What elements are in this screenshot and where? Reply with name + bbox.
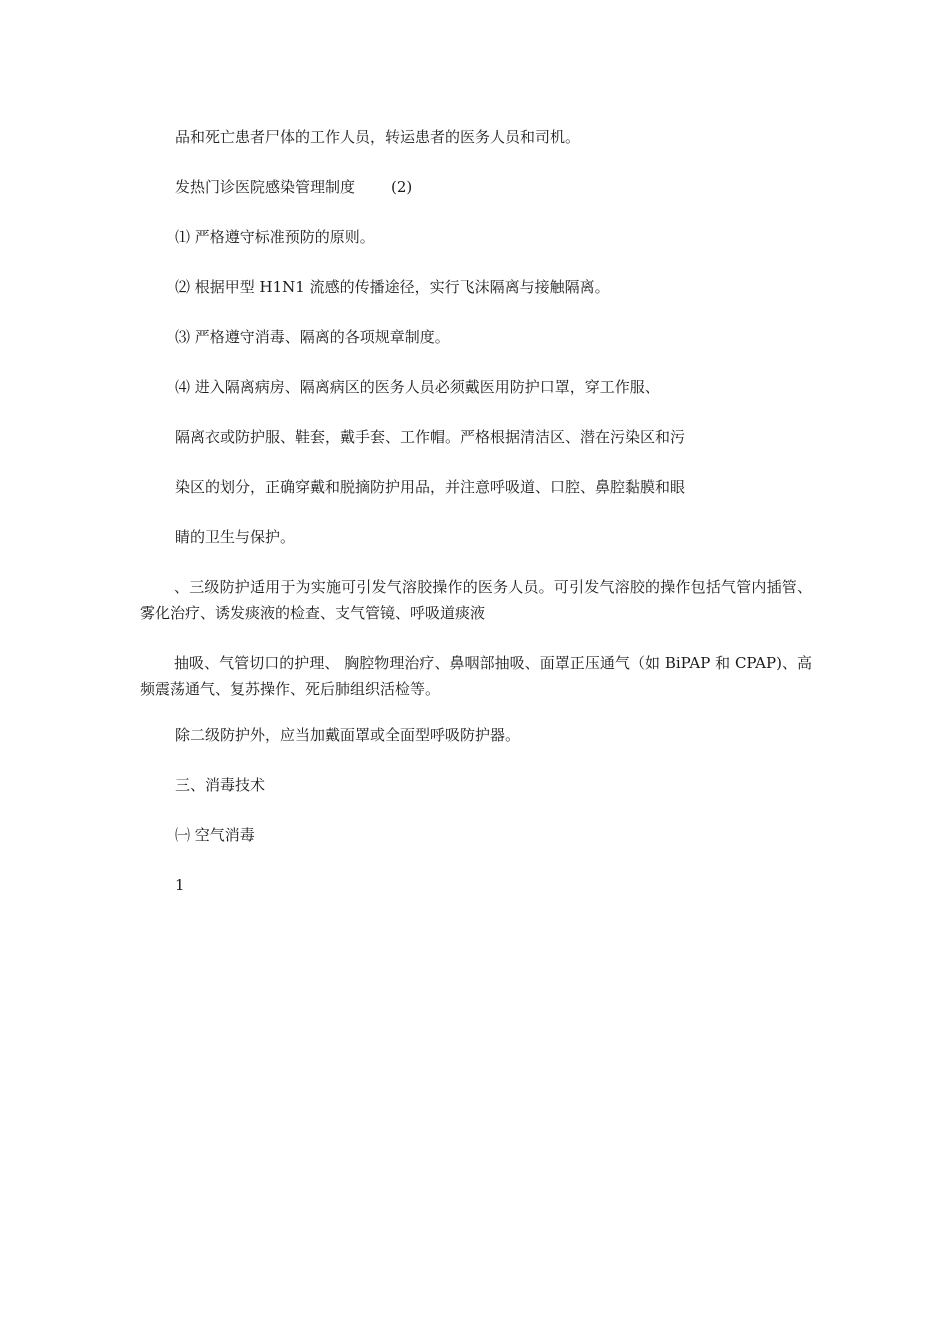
text-line: 染区的划分，正确穿戴和脱摘防护用品，并注意呼吸道、口腔、鼻腔黏膜和眼 — [175, 478, 686, 496]
text-line: 隔离衣或防护服、鞋套，戴手套、工作帽。严格根据清洁区、潜在污染区和污 — [175, 428, 686, 446]
list-item: ⑴ 严格遵守标准预防的原则。 — [175, 228, 375, 246]
subsection-heading: ㈠ 空气消毒 — [175, 826, 255, 844]
heading-number: (2) — [391, 178, 413, 196]
heading-text: 发热门诊医院感染管理制度 — [175, 178, 356, 196]
text-line: 品和死亡患者尸体的工作人员，转运患者的医务人员和司机。 — [175, 128, 581, 146]
page-number: 1 — [175, 876, 185, 894]
list-item: ⑵ 根据甲型 H1N1 流感的传播途径，实行飞沫隔离与接触隔离。 — [175, 278, 610, 296]
section-heading: 三、消毒技术 — [175, 776, 266, 794]
text-line: 除二级防护外，应当加戴面罩或全面型呼吸防护器。 — [175, 726, 521, 744]
paragraph: 、三级防护适用于为实施可引发气溶胶操作的医务人员。可引发气溶胶的操作包括气管内插管、雾化治疗、诱发痰液的检查、支气管镜、呼吸道痰液 — [140, 578, 812, 622]
paragraph: 抽吸、气管切口的护理、 胸腔物理治疗、鼻咽部抽吸、面罩正压通气（如 BiPAP 和 CPAP)、高频震荡通气、复苏操作、死后肺组织活检等。 — [140, 654, 812, 698]
list-item: ⑷ 进入隔离病房、隔离病区的医务人员必须戴医用防护口罩，穿工作服、 — [175, 378, 660, 396]
text-line: 睛的卫生与保护。 — [175, 528, 296, 546]
list-item: ⑶ 严格遵守消毒、隔离的各项规章制度。 — [175, 328, 450, 346]
section-heading — [175, 177, 412, 197]
